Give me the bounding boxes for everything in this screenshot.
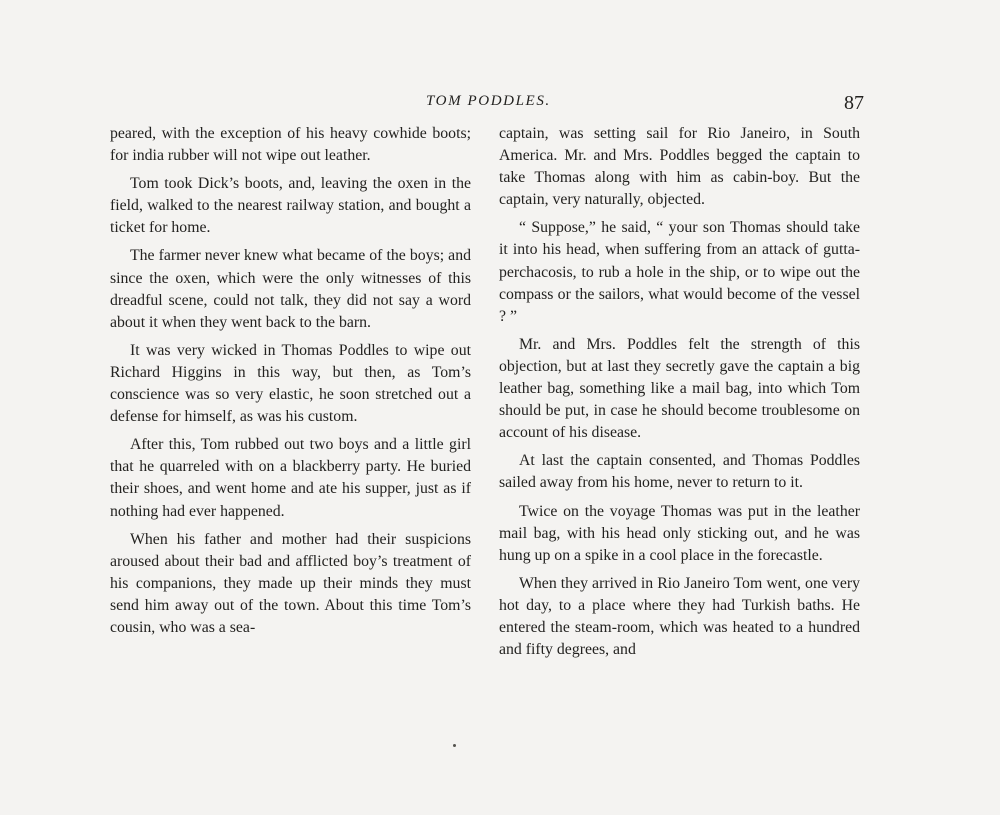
paragraph: It was very wicked in Thomas Poddles to wipe out Richard Higgins in this way, but then, as Tom’s conscience was so very elastic, he soon stretched out a defense for himself, as was his custom. — [110, 341, 471, 426]
paragraph-continued: captain, was setting sail for Rio Janeiro, in South America. Mr. and Mrs. Poddles begged the captain to take Thomas along with him as cabin-boy. But the captain, very naturally, objected. — [499, 125, 860, 209]
paragraph: At last the captain consented, and Thomas Poddles sailed away from his home, never to return to it. — [499, 452, 860, 492]
running-head: TOM PODDLES. — [426, 93, 551, 109]
paragraph: Twice on the voyage Thomas was put in the leather mail bag, with his head only sticking out, and he was hung up on a spike in a cool place in the forecastle. — [499, 502, 860, 564]
page-number: 87 — [844, 92, 864, 114]
paper-speck — [453, 744, 456, 747]
paragraph-continued: peared, with the exception of his heavy cowhide boots; for india rubber will not wipe out leather. — [110, 125, 471, 165]
paragraph: When they arrived in Rio Janeiro Tom went, one very hot day, to a place where they had Turkish baths. He entered the steam-room, which was heated to a hundred and fifty degrees, and — [499, 574, 860, 659]
left-text-column — [110, 123, 471, 639]
paragraph: Mr. and Mrs. Poddles felt the strength of this objection, but at last they secretly gave the captain a big leather bag, something like a mail bag, into which Tom should be put, in case he should become troublesome on account of his disease. — [499, 335, 860, 442]
paragraph: After this, Tom rubbed out two boys and a little girl that he quarreled with on a blackberry party. He buried their shoes, and went home and ate his supper, just as if nothing had ever happened. — [110, 436, 471, 520]
paragraph: “ Suppose,” he said, “ your son Thomas should take it into his head, when suffering from an attack of gutta-perchacosis, to rub a hole in the ship, or to wipe out the compass or the sailors, what would become of the vessel ? ” — [499, 219, 860, 325]
paragraph: Tom took Dick’s boots, and, leaving the oxen in the field, walked to the nearest railway station, and bought a ticket for home. — [110, 175, 471, 237]
paragraph: When his father and mother had their suspicions aroused about their bad and afflicted boy’s treatment of his companions, they made up their minds they must send him away out of the town. About this time Tom’s cousin, who was a sea- — [110, 530, 471, 636]
paragraph: The farmer never knew what became of the boys; and since the oxen, which were the only witnesses of this dreadful scene, could not talk, they did not say a word about it when they went back to the barn. — [110, 247, 471, 331]
right-text-column — [499, 123, 860, 661]
